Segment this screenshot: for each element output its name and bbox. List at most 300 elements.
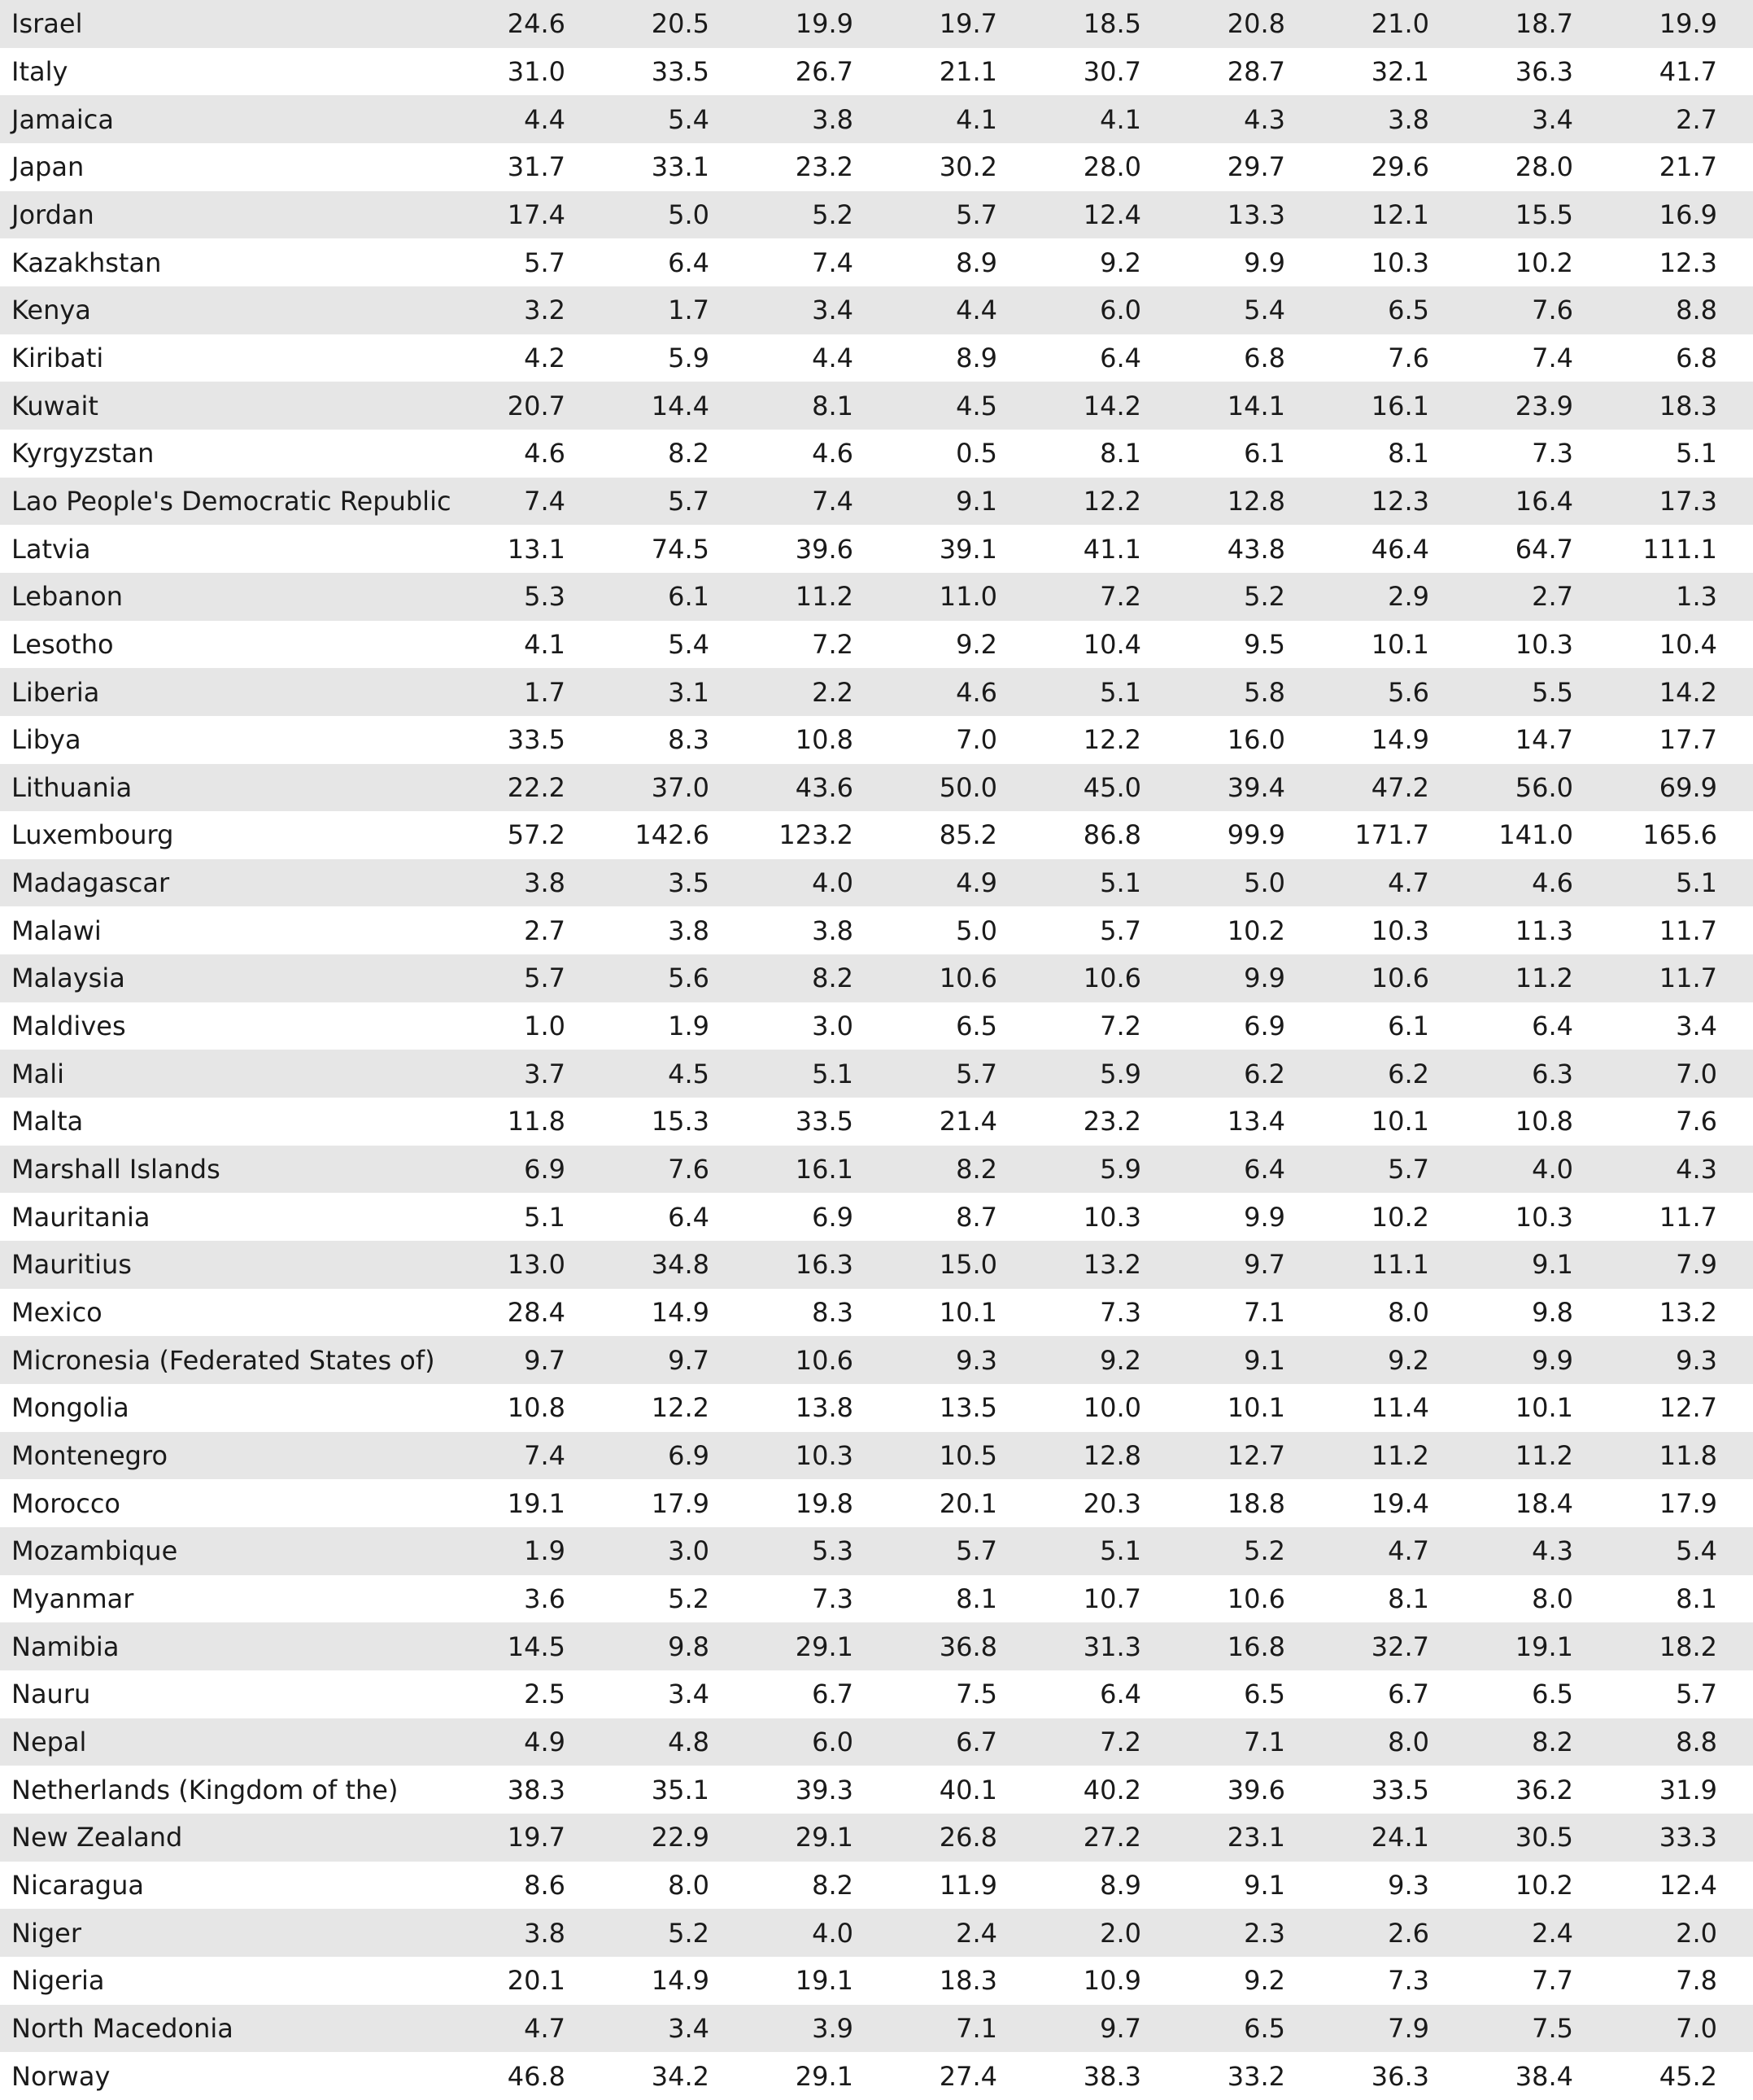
value-cell: 16.0 bbox=[1227, 724, 1285, 756]
value-cell: 4.0 bbox=[812, 1917, 853, 1949]
value-cell: 12.2 bbox=[1083, 485, 1141, 517]
value-cell: 10.1 bbox=[1515, 1392, 1573, 1424]
value-cell: 34.2 bbox=[651, 2060, 709, 2092]
value-cell: 33.5 bbox=[1371, 1774, 1429, 1805]
value-cell: 4.6 bbox=[1532, 867, 1573, 899]
value-cell: 28.0 bbox=[1515, 151, 1573, 183]
value-cell: 10.3 bbox=[1083, 1201, 1141, 1233]
value-cell: 4.6 bbox=[812, 438, 853, 469]
value-cell: 123.2 bbox=[778, 819, 853, 851]
value-cell: 4.9 bbox=[956, 867, 997, 899]
value-cell: 11.4 bbox=[1371, 1392, 1429, 1424]
value-cell: 10.6 bbox=[1083, 963, 1141, 994]
country-name-cell: North Macedonia bbox=[11, 2012, 233, 2044]
table-row bbox=[0, 1146, 1753, 1194]
value-cell: 14.5 bbox=[507, 1631, 565, 1662]
value-cell: 7.7 bbox=[1532, 1965, 1573, 1997]
value-cell: 17.4 bbox=[507, 199, 565, 230]
table-row bbox=[0, 2052, 1753, 2100]
value-cell: 9.1 bbox=[956, 485, 997, 517]
value-cell: 7.5 bbox=[956, 1679, 997, 1710]
country-name-cell: Norway bbox=[11, 2060, 111, 2092]
country-name-cell: Madagascar bbox=[11, 867, 170, 899]
value-cell: 13.3 bbox=[1227, 199, 1285, 230]
value-cell: 39.4 bbox=[1227, 771, 1285, 803]
table-row bbox=[0, 1384, 1753, 1432]
value-cell: 29.1 bbox=[795, 2060, 853, 2092]
value-cell: 6.9 bbox=[668, 1440, 709, 1472]
value-cell: 141.0 bbox=[1498, 819, 1573, 851]
value-cell: 5.1 bbox=[524, 1201, 565, 1233]
value-cell: 3.7 bbox=[524, 1058, 565, 1089]
value-cell: 9.7 bbox=[1100, 2012, 1141, 2044]
table-row bbox=[0, 764, 1753, 812]
value-cell: 20.1 bbox=[507, 1965, 565, 1997]
value-cell: 14.9 bbox=[651, 1965, 709, 1997]
table-row bbox=[0, 1098, 1753, 1146]
value-cell: 10.6 bbox=[939, 963, 997, 994]
value-cell: 20.3 bbox=[1083, 1487, 1141, 1519]
value-cell: 5.1 bbox=[1100, 867, 1141, 899]
value-cell: 8.6 bbox=[524, 1869, 565, 1901]
value-cell: 6.0 bbox=[812, 1726, 853, 1757]
value-cell: 2.3 bbox=[1244, 1917, 1285, 1949]
value-cell: 165.6 bbox=[1642, 819, 1717, 851]
value-cell: 19.9 bbox=[795, 8, 853, 40]
value-cell: 4.5 bbox=[668, 1058, 709, 1089]
value-cell: 5.7 bbox=[668, 485, 709, 517]
value-cell: 6.0 bbox=[1100, 295, 1141, 326]
value-cell: 4.6 bbox=[956, 676, 997, 708]
value-cell: 13.2 bbox=[1083, 1249, 1141, 1281]
value-cell: 40.2 bbox=[1083, 1774, 1141, 1805]
value-cell: 2.7 bbox=[524, 915, 565, 946]
value-cell: 8.1 bbox=[1388, 438, 1429, 469]
value-cell: 5.7 bbox=[956, 1535, 997, 1567]
value-cell: 4.7 bbox=[524, 2012, 565, 2044]
value-cell: 57.2 bbox=[507, 819, 565, 851]
value-cell: 8.2 bbox=[668, 438, 709, 469]
value-cell: 4.7 bbox=[1388, 867, 1429, 899]
value-cell: 5.0 bbox=[668, 199, 709, 230]
value-cell: 23.1 bbox=[1227, 1822, 1285, 1853]
value-cell: 20.5 bbox=[651, 8, 709, 40]
value-cell: 36.3 bbox=[1371, 2060, 1429, 2092]
country-name-cell: New Zealand bbox=[11, 1822, 183, 1853]
value-cell: 18.5 bbox=[1083, 8, 1141, 40]
value-cell: 12.7 bbox=[1659, 1392, 1717, 1424]
value-cell: 7.6 bbox=[1388, 342, 1429, 373]
value-cell: 8.8 bbox=[1676, 295, 1717, 326]
value-cell: 11.7 bbox=[1659, 1201, 1717, 1233]
value-cell: 4.8 bbox=[668, 1726, 709, 1757]
table-row bbox=[0, 286, 1753, 334]
value-cell: 14.4 bbox=[651, 390, 709, 421]
value-cell: 13.8 bbox=[795, 1392, 853, 1424]
value-cell: 14.2 bbox=[1083, 390, 1141, 421]
value-cell: 7.3 bbox=[1532, 438, 1573, 469]
value-cell: 3.4 bbox=[1532, 103, 1573, 135]
value-cell: 29.1 bbox=[795, 1822, 853, 1853]
value-cell: 15.5 bbox=[1515, 199, 1573, 230]
value-cell: 9.9 bbox=[1244, 1201, 1285, 1233]
value-cell: 4.3 bbox=[1676, 1154, 1717, 1185]
value-cell: 7.3 bbox=[1100, 1297, 1141, 1329]
value-cell: 3.8 bbox=[812, 103, 853, 135]
value-cell: 28.0 bbox=[1083, 151, 1141, 183]
value-cell: 30.7 bbox=[1083, 55, 1141, 87]
value-cell: 4.6 bbox=[524, 438, 565, 469]
value-cell: 9.1 bbox=[1532, 1249, 1573, 1281]
value-cell: 8.0 bbox=[1388, 1726, 1429, 1757]
value-cell: 7.1 bbox=[1244, 1297, 1285, 1329]
country-name-cell: Libya bbox=[11, 724, 81, 756]
value-cell: 4.4 bbox=[524, 103, 565, 135]
value-cell: 8.3 bbox=[668, 724, 709, 756]
value-cell: 12.8 bbox=[1083, 1440, 1141, 1472]
value-cell: 20.8 bbox=[1227, 8, 1285, 40]
value-cell: 8.9 bbox=[1100, 1869, 1141, 1901]
value-cell: 12.2 bbox=[651, 1392, 709, 1424]
value-cell: 16.1 bbox=[1371, 390, 1429, 421]
value-cell: 5.7 bbox=[1100, 915, 1141, 946]
value-cell: 31.9 bbox=[1659, 1774, 1717, 1805]
value-cell: 11.7 bbox=[1659, 963, 1717, 994]
value-cell: 64.7 bbox=[1515, 533, 1573, 565]
value-cell: 30.5 bbox=[1515, 1822, 1573, 1853]
value-cell: 171.7 bbox=[1354, 819, 1429, 851]
value-cell: 6.9 bbox=[1244, 1011, 1285, 1042]
value-cell: 12.8 bbox=[1227, 485, 1285, 517]
value-cell: 7.9 bbox=[1388, 2012, 1429, 2044]
value-cell: 3.4 bbox=[1676, 1011, 1717, 1042]
value-cell: 3.4 bbox=[668, 2012, 709, 2044]
country-name-cell: Latvia bbox=[11, 533, 91, 565]
table-row bbox=[0, 1575, 1753, 1623]
value-cell: 11.8 bbox=[1659, 1440, 1717, 1472]
value-cell: 15.0 bbox=[939, 1249, 997, 1281]
table-row bbox=[0, 1766, 1753, 1814]
table-row bbox=[0, 668, 1753, 716]
value-cell: 9.1 bbox=[1244, 1344, 1285, 1376]
value-cell: 7.2 bbox=[1100, 1726, 1141, 1757]
value-cell: 21.4 bbox=[939, 1106, 997, 1137]
value-cell: 26.7 bbox=[795, 55, 853, 87]
value-cell: 2.4 bbox=[1532, 1917, 1573, 1949]
value-cell: 2.5 bbox=[524, 1679, 565, 1710]
country-name-cell: Morocco bbox=[11, 1487, 120, 1519]
value-cell: 9.9 bbox=[1244, 247, 1285, 278]
country-name-cell: Nepal bbox=[11, 1726, 87, 1757]
value-cell: 10.3 bbox=[1515, 628, 1573, 660]
value-cell: 9.1 bbox=[1244, 1869, 1285, 1901]
value-cell: 4.1 bbox=[956, 103, 997, 135]
value-cell: 20.1 bbox=[939, 1487, 997, 1519]
value-cell: 7.3 bbox=[812, 1583, 853, 1614]
value-cell: 10.5 bbox=[939, 1440, 997, 1472]
value-cell: 1.9 bbox=[524, 1535, 565, 1567]
country-name-cell: Kuwait bbox=[11, 390, 98, 421]
table-row bbox=[0, 1718, 1753, 1766]
value-cell: 11.2 bbox=[1515, 963, 1573, 994]
value-cell: 6.2 bbox=[1244, 1058, 1285, 1089]
country-name-cell: Niger bbox=[11, 1917, 81, 1949]
value-cell: 3.1 bbox=[668, 676, 709, 708]
value-cell: 3.8 bbox=[524, 1917, 565, 1949]
country-name-cell: Namibia bbox=[11, 1631, 120, 1662]
value-cell: 40.1 bbox=[939, 1774, 997, 1805]
country-name-cell: Lebanon bbox=[11, 581, 124, 613]
value-cell: 28.7 bbox=[1227, 55, 1285, 87]
value-cell: 7.6 bbox=[668, 1154, 709, 1185]
value-cell: 12.4 bbox=[1659, 1869, 1717, 1901]
country-name-cell: Micronesia (Federated States of) bbox=[11, 1344, 435, 1376]
value-cell: 50.0 bbox=[939, 771, 997, 803]
value-cell: 19.4 bbox=[1371, 1487, 1429, 1519]
value-cell: 9.9 bbox=[1532, 1344, 1573, 1376]
country-name-cell: Mongolia bbox=[11, 1392, 129, 1424]
value-cell: 10.2 bbox=[1515, 247, 1573, 278]
country-name-cell: Marshall Islands bbox=[11, 1154, 220, 1185]
value-cell: 10.6 bbox=[795, 1344, 853, 1376]
value-cell: 1.9 bbox=[668, 1011, 709, 1042]
country-name-cell: Japan bbox=[11, 151, 85, 183]
table-row bbox=[0, 1193, 1753, 1241]
value-cell: 86.8 bbox=[1083, 819, 1141, 851]
country-name-cell: Lesotho bbox=[11, 628, 114, 660]
value-cell: 6.4 bbox=[1244, 1154, 1285, 1185]
table-row bbox=[0, 382, 1753, 430]
value-cell: 16.3 bbox=[795, 1249, 853, 1281]
value-cell: 6.4 bbox=[668, 1201, 709, 1233]
value-cell: 6.5 bbox=[1244, 2012, 1285, 2044]
value-cell: 11.2 bbox=[795, 581, 853, 613]
country-name-cell: Mozambique bbox=[11, 1535, 178, 1567]
value-cell: 10.3 bbox=[1371, 247, 1429, 278]
value-cell: 9.2 bbox=[1244, 1965, 1285, 1997]
value-cell: 5.1 bbox=[812, 1058, 853, 1089]
value-cell: 14.7 bbox=[1515, 724, 1573, 756]
value-cell: 18.7 bbox=[1515, 8, 1573, 40]
value-cell: 4.3 bbox=[1244, 103, 1285, 135]
country-name-cell: Myanmar bbox=[11, 1583, 134, 1614]
value-cell: 10.4 bbox=[1083, 628, 1141, 660]
value-cell: 33.5 bbox=[651, 55, 709, 87]
country-name-cell: Jordan bbox=[11, 199, 94, 230]
value-cell: 9.8 bbox=[668, 1631, 709, 1662]
country-name-cell: Israel bbox=[11, 8, 83, 40]
value-cell: 2.9 bbox=[1388, 581, 1429, 613]
value-cell: 2.6 bbox=[1388, 1917, 1429, 1949]
value-cell: 7.5 bbox=[1532, 2012, 1573, 2044]
value-cell: 16.8 bbox=[1227, 1631, 1285, 1662]
value-cell: 9.2 bbox=[1100, 247, 1141, 278]
value-cell: 6.7 bbox=[956, 1726, 997, 1757]
value-cell: 11.0 bbox=[939, 581, 997, 613]
value-cell: 8.0 bbox=[1388, 1297, 1429, 1329]
value-cell: 31.7 bbox=[507, 151, 565, 183]
value-cell: 69.9 bbox=[1659, 771, 1717, 803]
value-cell: 8.1 bbox=[812, 390, 853, 421]
value-cell: 11.2 bbox=[1371, 1440, 1429, 1472]
value-cell: 9.3 bbox=[1388, 1869, 1429, 1901]
value-cell: 5.4 bbox=[1244, 295, 1285, 326]
value-cell: 7.4 bbox=[524, 485, 565, 517]
value-cell: 85.2 bbox=[939, 819, 997, 851]
value-cell: 4.7 bbox=[1388, 1535, 1429, 1567]
table-row bbox=[0, 525, 1753, 573]
value-cell: 7.8 bbox=[1676, 1965, 1717, 1997]
value-cell: 7.0 bbox=[1676, 2012, 1717, 2044]
value-cell: 43.8 bbox=[1227, 533, 1285, 565]
value-cell: 9.3 bbox=[1676, 1344, 1717, 1376]
value-cell: 32.1 bbox=[1371, 55, 1429, 87]
value-cell: 7.2 bbox=[1100, 581, 1141, 613]
value-cell: 12.3 bbox=[1371, 485, 1429, 517]
value-cell: 14.1 bbox=[1227, 390, 1285, 421]
value-cell: 4.0 bbox=[1532, 1154, 1573, 1185]
value-cell: 9.8 bbox=[1532, 1297, 1573, 1329]
table-row bbox=[0, 1479, 1753, 1527]
value-cell: 11.3 bbox=[1515, 915, 1573, 946]
table-row bbox=[0, 811, 1753, 859]
table-row bbox=[0, 1957, 1753, 2005]
country-name-cell: Malta bbox=[11, 1106, 84, 1137]
value-cell: 6.1 bbox=[668, 581, 709, 613]
value-cell: 10.2 bbox=[1515, 1869, 1573, 1901]
value-cell: 7.4 bbox=[524, 1440, 565, 1472]
value-cell: 10.3 bbox=[1371, 915, 1429, 946]
value-cell: 9.3 bbox=[956, 1344, 997, 1376]
value-cell: 36.8 bbox=[939, 1631, 997, 1662]
value-cell: 19.1 bbox=[1515, 1631, 1573, 1662]
value-cell: 7.1 bbox=[1244, 1726, 1285, 1757]
value-cell: 5.3 bbox=[812, 1535, 853, 1567]
value-cell: 3.9 bbox=[812, 2012, 853, 2044]
value-cell: 39.1 bbox=[939, 533, 997, 565]
value-cell: 5.7 bbox=[524, 963, 565, 994]
value-cell: 5.4 bbox=[1676, 1535, 1717, 1567]
value-cell: 4.2 bbox=[524, 342, 565, 373]
country-name-cell: Malawi bbox=[11, 915, 102, 946]
value-cell: 18.8 bbox=[1227, 1487, 1285, 1519]
value-cell: 11.7 bbox=[1659, 915, 1717, 946]
value-cell: 6.1 bbox=[1388, 1011, 1429, 1042]
value-cell: 38.3 bbox=[507, 1774, 565, 1805]
value-cell: 5.0 bbox=[1244, 867, 1285, 899]
value-cell: 11.8 bbox=[507, 1106, 565, 1137]
value-cell: 7.9 bbox=[1676, 1249, 1717, 1281]
value-cell: 8.0 bbox=[668, 1869, 709, 1901]
table-row bbox=[0, 1050, 1753, 1098]
value-cell: 18.3 bbox=[1659, 390, 1717, 421]
value-cell: 2.0 bbox=[1100, 1917, 1141, 1949]
value-cell: 5.6 bbox=[1388, 676, 1429, 708]
value-cell: 5.4 bbox=[668, 103, 709, 135]
table-row bbox=[0, 0, 1753, 48]
value-cell: 29.1 bbox=[795, 1631, 853, 1662]
value-cell: 11.9 bbox=[939, 1869, 997, 1901]
value-cell: 19.7 bbox=[939, 8, 997, 40]
value-cell: 36.2 bbox=[1515, 1774, 1573, 1805]
country-name-cell: Italy bbox=[11, 55, 68, 87]
value-cell: 6.8 bbox=[1244, 342, 1285, 373]
value-cell: 7.0 bbox=[1676, 1058, 1717, 1089]
value-cell: 17.9 bbox=[651, 1487, 709, 1519]
value-cell: 5.7 bbox=[1676, 1679, 1717, 1710]
value-cell: 8.2 bbox=[1532, 1726, 1573, 1757]
table-row bbox=[0, 573, 1753, 621]
country-name-cell: Luxembourg bbox=[11, 819, 174, 851]
table-row bbox=[0, 1814, 1753, 1862]
value-cell: 14.9 bbox=[651, 1297, 709, 1329]
value-cell: 19.9 bbox=[1659, 8, 1717, 40]
table-row bbox=[0, 954, 1753, 1002]
table-row bbox=[0, 1432, 1753, 1480]
value-cell: 10.2 bbox=[1371, 1201, 1429, 1233]
value-cell: 7.6 bbox=[1532, 295, 1573, 326]
value-cell: 33.5 bbox=[795, 1106, 853, 1137]
table-row bbox=[0, 2005, 1753, 2053]
value-cell: 39.3 bbox=[795, 1774, 853, 1805]
value-cell: 3.4 bbox=[668, 1679, 709, 1710]
country-name-cell: Mauritius bbox=[11, 1249, 132, 1281]
value-cell: 5.6 bbox=[668, 963, 709, 994]
value-cell: 23.2 bbox=[795, 151, 853, 183]
value-cell: 35.1 bbox=[651, 1774, 709, 1805]
value-cell: 10.3 bbox=[795, 1440, 853, 1472]
table-row bbox=[0, 191, 1753, 239]
value-cell: 24.6 bbox=[507, 8, 565, 40]
value-cell: 10.1 bbox=[1371, 1106, 1429, 1137]
value-cell: 27.4 bbox=[939, 2060, 997, 2092]
value-cell: 3.8 bbox=[668, 915, 709, 946]
value-cell: 74.5 bbox=[651, 533, 709, 565]
country-name-cell: Kazakhstan bbox=[11, 247, 162, 278]
country-name-cell: Jamaica bbox=[11, 103, 114, 135]
value-cell: 26.8 bbox=[939, 1822, 997, 1853]
value-cell: 6.1 bbox=[1244, 438, 1285, 469]
value-cell: 19.7 bbox=[507, 1822, 565, 1853]
value-cell: 4.4 bbox=[812, 342, 853, 373]
country-name-cell: Nigeria bbox=[11, 1965, 105, 1997]
value-cell: 17.9 bbox=[1659, 1487, 1717, 1519]
value-cell: 43.6 bbox=[795, 771, 853, 803]
value-cell: 6.5 bbox=[956, 1011, 997, 1042]
value-cell: 5.2 bbox=[1244, 1535, 1285, 1567]
value-cell: 3.8 bbox=[812, 915, 853, 946]
value-cell: 3.5 bbox=[668, 867, 709, 899]
value-cell: 4.9 bbox=[524, 1726, 565, 1757]
value-cell: 6.4 bbox=[668, 247, 709, 278]
value-cell: 5.1 bbox=[1100, 1535, 1141, 1567]
value-cell: 7.2 bbox=[812, 628, 853, 660]
value-cell: 6.7 bbox=[1388, 1679, 1429, 1710]
table-row bbox=[0, 716, 1753, 764]
value-cell: 2.0 bbox=[1676, 1917, 1717, 1949]
table-row bbox=[0, 430, 1753, 478]
value-cell: 4.3 bbox=[1532, 1535, 1573, 1567]
value-cell: 33.5 bbox=[507, 724, 565, 756]
value-cell: 8.9 bbox=[956, 342, 997, 373]
value-cell: 7.6 bbox=[1676, 1106, 1717, 1137]
value-cell: 10.8 bbox=[1515, 1106, 1573, 1137]
value-cell: 5.9 bbox=[1100, 1154, 1141, 1185]
value-cell: 46.4 bbox=[1371, 533, 1429, 565]
value-cell: 16.9 bbox=[1659, 199, 1717, 230]
table-row bbox=[0, 1241, 1753, 1289]
value-cell: 6.4 bbox=[1532, 1011, 1573, 1042]
